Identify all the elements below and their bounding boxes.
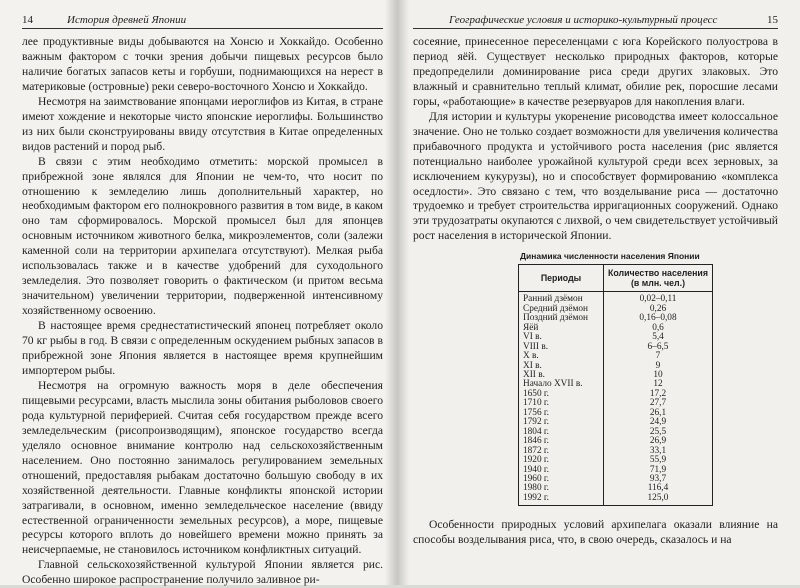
paragraph: Для истории и культуры укоренение рисоводства имеет колоссальное значение. Оно не только создает возможности для увеличения количества прибавочного продукта и устойчивого роста населения (рис является потенциально наиболее урожайной культурой среди всех зерновых, за исключением кукурузы), но и способствует формированию «комплекса оседлости». Это связано с тем, что возделывание риса — достаточно трудоемко и требует строительства ирригационных сооружений. Однако эти трудозатраты окупаются с лихвой, о чем свидетельствует устойчивый рост населения в исторической Японии.: [413, 109, 778, 243]
population-cell: 0,26: [604, 305, 713, 314]
population-cell: 10: [604, 371, 713, 380]
period-cell: Ранний дзёмон: [519, 292, 604, 305]
population-cell: 27,7: [604, 399, 713, 408]
period-cell: VIII в.: [519, 343, 604, 352]
population-cell: 25,5: [604, 428, 713, 437]
population-cell: 125,0: [604, 494, 713, 506]
paragraph: Несмотря на заимствование японцами иероглифов из Китая, в стране имеют хождение и некоторые чисто японские иероглифы. Большинство из них были сконструированы ввиду отсутствия в Китае определенных видов растений и пород рыб.: [22, 94, 383, 153]
population-cell: 5,4: [604, 333, 713, 342]
table-row: [519, 292, 713, 305]
table-row: [519, 324, 713, 333]
gutter-shadow: [397, 0, 409, 585]
period-cell: 1940 г.: [519, 466, 604, 475]
period-cell: XI в.: [519, 362, 604, 371]
running-title: Географические условия и историко-культурный процесс: [449, 14, 718, 26]
population-cell: 6–6,5: [604, 343, 713, 352]
period-cell: 1980 г.: [519, 484, 604, 493]
period-cell: 1710 г.: [519, 399, 604, 408]
period-cell: XII в.: [519, 371, 604, 380]
period-cell: 1804 г.: [519, 428, 604, 437]
period-cell: Средний дзёмон: [519, 305, 604, 314]
paragraph: Несмотря на огромную важность моря в деле обеспечения пищевыми ресурсами, власть мыслила зоны обитания рыболовов своего рода культурной периферией. Считая себя государством прежде всего земледельческим (рисопроизводящим), японское государство всегда уделяло основное внимание контролю над сельскохозяйственным населением. Оно постоянно занималось регулированием земельных отношений, предоставляя рыбакам достаточно большую свободу в их хозяйственной деятельности. Главные конфликты японской истории затрагивали, в основном, именно земледельческое население (ввиду естественной ограниченности земельных ресурсов), а море, пищевые ресурсы которого вплоть до новейшего времени можно принять за неисчерпаемые, не становилось источником конфликтных ситуаций.: [22, 378, 383, 557]
paragraph: В связи с этим необходимо отметить: морской промысел в прибрежной зоне являлся для Японии не чем-то, что носит по отношению к земледелию лишь дополнительный характер, но необходимым фактором его полнокровного развития в том виде, в каком оно там сформировалось. Морской промысел был для японцев основным источником животного белка, микроэлементов, соли (залежи каменной соли на территории архипелага отсутствуют). Мелкая рыба использовалась также и в качестве удобрений для суходольного земледелия. Это позволяет говорить о фактическом (и притом весьма значительном) увеличении территории, подверженной интенсивному хозяйственному освоению.: [22, 154, 383, 318]
population-cell: 12: [604, 380, 713, 389]
column-header-period: Периоды: [519, 265, 604, 292]
paragraph: лее продуктивные виды добываются на Хонсю и Хоккайдо. Особенно важным фактором с точки зрения добычи пищевых ресурсов было наличие богатых запасов кеты и горбуши, поднимающихся на нерест в материковые (островные) реки северо-восточного Хонсю и Хоккайдо.: [22, 35, 383, 93]
population-cell: 26,1: [604, 409, 713, 418]
population-table: [518, 264, 713, 506]
running-head-right: [413, 14, 778, 29]
period-cell: Яёй: [519, 324, 604, 333]
period-cell: 1992 г.: [519, 494, 604, 506]
population-cell: 17,2: [604, 390, 713, 399]
table-row: [519, 343, 713, 352]
table-row: [519, 314, 713, 323]
population-table-body: [519, 292, 713, 506]
column-header-population: Количество населения (в млн. чел.): [604, 265, 713, 292]
population-cell: 7: [604, 352, 713, 361]
running-title: История древней Японии: [67, 14, 187, 26]
paragraph: Особенности природных условий архипелага оказали влияние на способы возделывания риса, что, в свою очередь, сказалось и на: [413, 518, 778, 547]
table-row: [519, 494, 713, 506]
table-row: [519, 352, 713, 361]
population-cell: 55,9: [604, 456, 713, 465]
running-head-left: [22, 14, 383, 29]
population-cell: 93,7: [604, 475, 713, 484]
population-cell: 9: [604, 362, 713, 371]
paragraph: В настоящее время среднестатистический японец потребляет около 70 кг рыбы в год. В связи с определенным оскудением рыбных запасов в прибрежной зоне Япония является в настоящее время крупнейшим импортером рыбы.: [22, 319, 383, 377]
period-cell: 1846 г.: [519, 437, 604, 446]
gutter-shadow: [385, 0, 397, 585]
population-cell: 26,9: [604, 437, 713, 446]
population-cell: 71,9: [604, 466, 713, 475]
page-number: 14: [22, 14, 33, 26]
population-cell: 116,4: [604, 484, 713, 493]
population-cell: 33,1: [604, 447, 713, 456]
period-cell: VI в.: [519, 333, 604, 342]
population-cell: 24,9: [604, 418, 713, 427]
left-page: [0, 0, 397, 585]
population-cell: 0,6: [604, 324, 713, 333]
period-cell: 1756 г.: [519, 409, 604, 418]
period-cell: 1650 г.: [519, 390, 604, 399]
period-cell: Поздний дзёмон: [519, 314, 604, 323]
right-page: [397, 0, 800, 585]
period-cell: 1960 г.: [519, 475, 604, 484]
population-cell: 0,02–0,11: [604, 292, 713, 305]
page-number: 15: [767, 14, 778, 26]
population-cell: 0,16–0,08: [604, 314, 713, 323]
period-cell: 1872 г.: [519, 447, 604, 456]
table-row: [519, 362, 713, 371]
period-cell: Х в.: [519, 352, 604, 361]
period-cell: 1920 г.: [519, 456, 604, 465]
paragraph: Главной сельскохозяйственной культурой Японии является рис. Особенно широкое распространение получило заливное ри-: [22, 558, 383, 587]
period-cell: 1792 г.: [519, 418, 604, 427]
paragraph: сосеяние, принесенное переселенцами с юга Корейского полуострова в период яёй. Существует несколько природных факторов, которые предопределили доминирование риса среди других злаковых. Это влажный и сравнительно теплый климат, обилие рек, поросшие лесами горы, «работающие» в качестве резервуаров для накопления влаги.: [413, 35, 778, 108]
period-cell: Начало XVII в.: [519, 380, 604, 389]
table-caption: Динамика численности населения Японии: [520, 251, 700, 262]
